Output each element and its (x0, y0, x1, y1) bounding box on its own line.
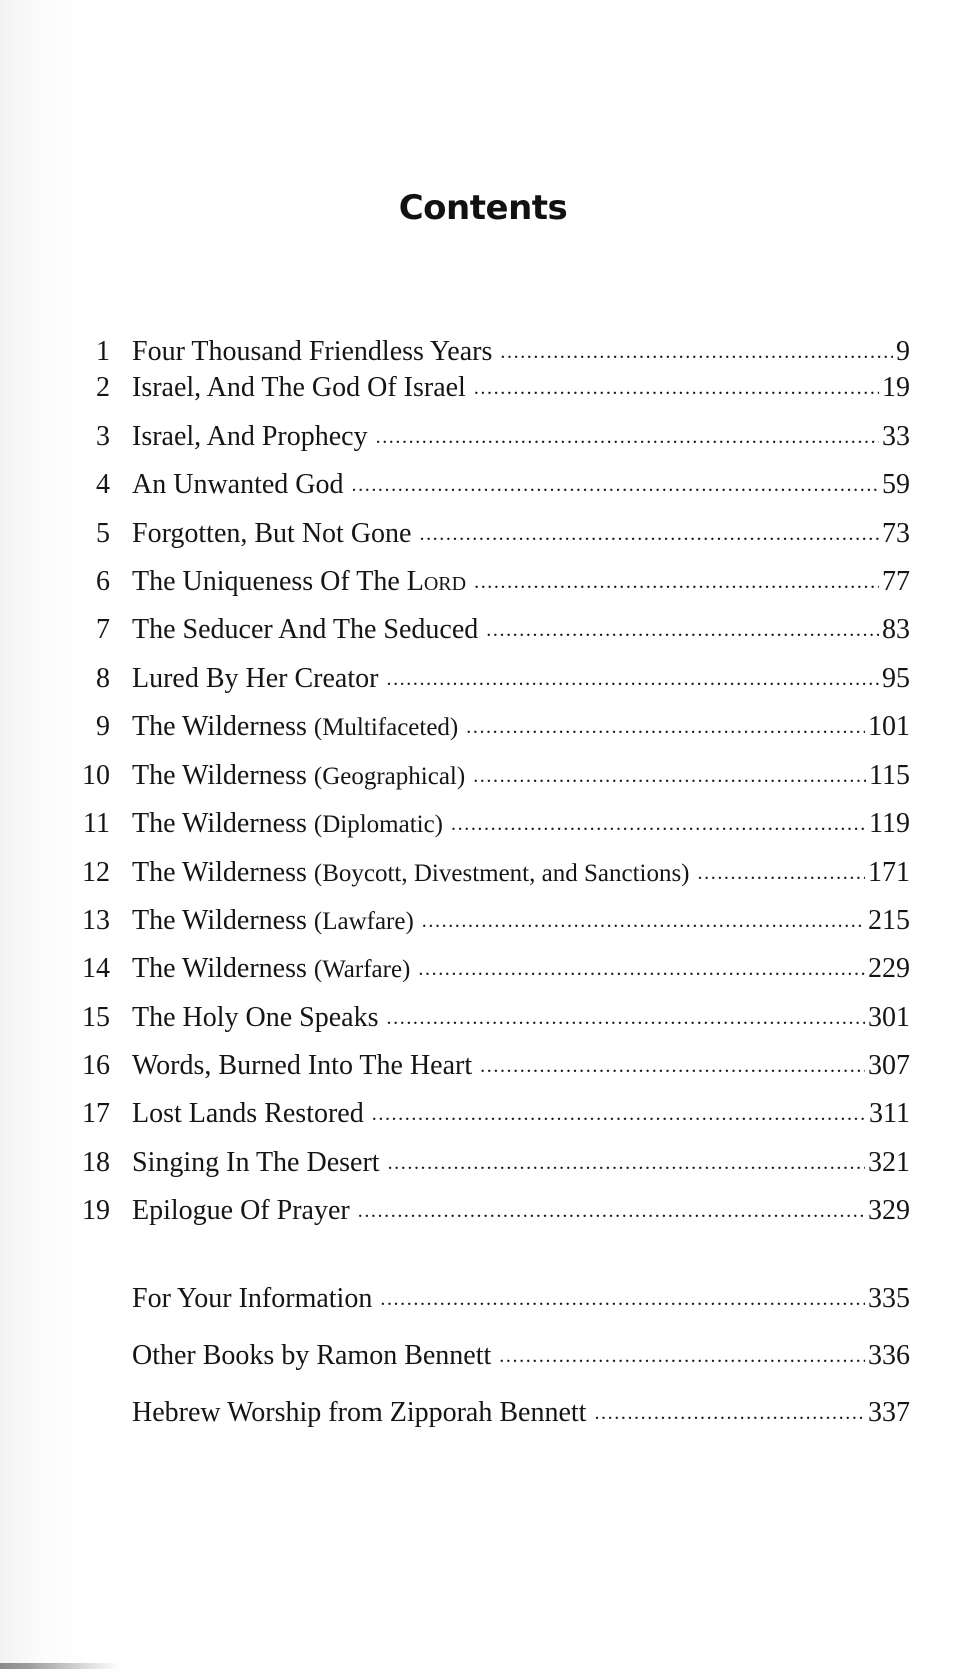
chapter-title: The Wilderness (132, 760, 307, 791)
toc-row (70, 1195, 910, 1231)
leader-dots (480, 1048, 865, 1080)
toc-row (70, 1050, 910, 1086)
chapter-title: The Wilderness (132, 808, 307, 839)
leader-dots (358, 1193, 865, 1225)
chapter-title: The Wilderness (132, 711, 307, 742)
leader-dots (466, 709, 865, 741)
page-number: 73 (882, 518, 910, 549)
chapter-title: The Wilderness (132, 905, 307, 936)
chapter-title: The Wilderness (132, 857, 307, 888)
chapter-title: The Holy One Speaks (132, 1002, 379, 1033)
chapter-number: 2 (96, 372, 110, 403)
toc-row (70, 372, 910, 408)
page-number: 307 (868, 1050, 910, 1081)
leader-dots (486, 612, 879, 644)
toc-row (70, 614, 910, 650)
page-number: 77 (882, 566, 910, 597)
page-number: 9 (896, 336, 910, 367)
chapter-subtitle: (Diplomatic) (313, 811, 444, 838)
extra-title: Hebrew Worship from Zipporah Bennett (132, 1397, 587, 1428)
chapter-number: 18 (82, 1147, 110, 1178)
toc-row (70, 760, 910, 796)
chapter-title: Singing In The Desert (132, 1147, 380, 1178)
chapter-title: The Uniqueness Of The (132, 566, 400, 597)
chapter-title: Words, Burned Into The Heart (132, 1050, 473, 1081)
leader-dots (376, 419, 879, 451)
page-number: 329 (868, 1195, 910, 1226)
page-number: 19 (882, 372, 910, 403)
chapter-number: 3 (96, 421, 110, 452)
leader-dots (594, 1395, 865, 1427)
leader-dots (474, 564, 879, 596)
chapter-title: Lost Lands Restored (132, 1098, 364, 1129)
leader-dots (380, 1281, 865, 1313)
page-number: 83 (882, 614, 910, 645)
page-number: 336 (868, 1340, 910, 1371)
chapter-number: 5 (96, 518, 110, 549)
chapter-number: 13 (82, 905, 110, 936)
page-number: 229 (868, 953, 910, 984)
toc-row (70, 336, 910, 372)
page-number: 33 (882, 421, 910, 452)
leader-dots (422, 903, 865, 935)
toc-row (70, 711, 910, 747)
leader-dots (388, 1145, 865, 1177)
page-number: 115 (869, 760, 910, 791)
chapter-title: The Wilderness (132, 953, 307, 984)
chapter-subtitle: (Multifaceted) (313, 714, 459, 741)
page-edge-shadow (0, 1663, 966, 1669)
toc-row (70, 1098, 910, 1134)
chapter-title: The Seducer And The Seduced (132, 614, 479, 645)
page-number: 171 (868, 857, 910, 888)
chapter-number: 6 (96, 566, 110, 597)
toc-extra-row (70, 1397, 910, 1433)
toc-row (70, 857, 910, 893)
leader-dots (387, 1000, 865, 1032)
chapter-title: Lured By Her Creator (132, 663, 379, 694)
toc-row (70, 1147, 910, 1183)
leader-dots (500, 334, 893, 366)
chapter-number: 14 (82, 953, 110, 984)
page-number: 215 (868, 905, 910, 936)
toc-row (70, 421, 910, 457)
toc-row (70, 518, 910, 554)
leader-dots (386, 661, 879, 693)
leader-dots (372, 1096, 866, 1128)
leader-dots (352, 467, 879, 499)
leader-dots (474, 370, 879, 402)
chapter-number: 1 (96, 336, 110, 367)
page-number: 95 (882, 663, 910, 694)
chapter-number: 15 (82, 1002, 110, 1033)
chapter-title: Israel, And Prophecy (132, 421, 368, 452)
page-number: 337 (868, 1397, 910, 1428)
toc-row (70, 905, 910, 941)
leader-dots (418, 951, 865, 983)
extra-title: For Your Information (132, 1283, 373, 1314)
chapter-number: 4 (96, 469, 110, 500)
extra-title: Other Books by Ramon Bennett (132, 1340, 492, 1371)
page-number: 335 (868, 1283, 910, 1314)
toc-extra-row (70, 1340, 910, 1376)
toc-row (70, 808, 910, 844)
toc-extra-row (70, 1283, 910, 1319)
chapter-number: 9 (96, 711, 110, 742)
chapter-number: 11 (83, 808, 110, 839)
chapter-number: 17 (82, 1098, 110, 1129)
chapter-subtitle: (Boycott, Divestment, and Sanctions) (313, 860, 690, 887)
chapter-title: Epilogue Of Prayer (132, 1195, 350, 1226)
chapter-title: Forgotten, But Not Gone (132, 518, 412, 549)
chapter-number: 12 (82, 857, 110, 888)
toc-row (70, 953, 910, 989)
page-number: 59 (882, 469, 910, 500)
page-number: 321 (868, 1147, 910, 1178)
page-number: 311 (869, 1098, 910, 1129)
chapter-number: 16 (82, 1050, 110, 1081)
toc-row (70, 469, 910, 505)
chapter-subtitle: (Geographical) (313, 763, 466, 790)
toc-row (70, 1002, 910, 1038)
page-number: 101 (868, 711, 910, 742)
leader-dots (698, 855, 865, 887)
toc-row (70, 566, 910, 602)
page-number: 119 (869, 808, 910, 839)
leader-dots (419, 516, 879, 548)
chapter-title-smallcaps: Lord (406, 566, 467, 597)
chapter-number: 7 (96, 614, 110, 645)
page-number: 301 (868, 1002, 910, 1033)
chapter-number: 19 (82, 1195, 110, 1226)
chapter-subtitle: (Warfare) (313, 956, 411, 983)
chapter-subtitle: (Lawfare) (313, 908, 414, 935)
leader-dots (473, 758, 866, 790)
page-title: Contents (398, 188, 568, 228)
chapter-title: Israel, And The God Of Israel (132, 372, 466, 403)
chapter-title: An Unwanted God (132, 469, 344, 500)
chapter-number: 8 (96, 663, 110, 694)
leader-dots (499, 1338, 865, 1370)
chapter-title: Four Thousand Friendless Years (132, 336, 493, 367)
leader-dots (451, 806, 866, 838)
toc-row (70, 663, 910, 699)
chapter-number: 10 (82, 760, 110, 791)
